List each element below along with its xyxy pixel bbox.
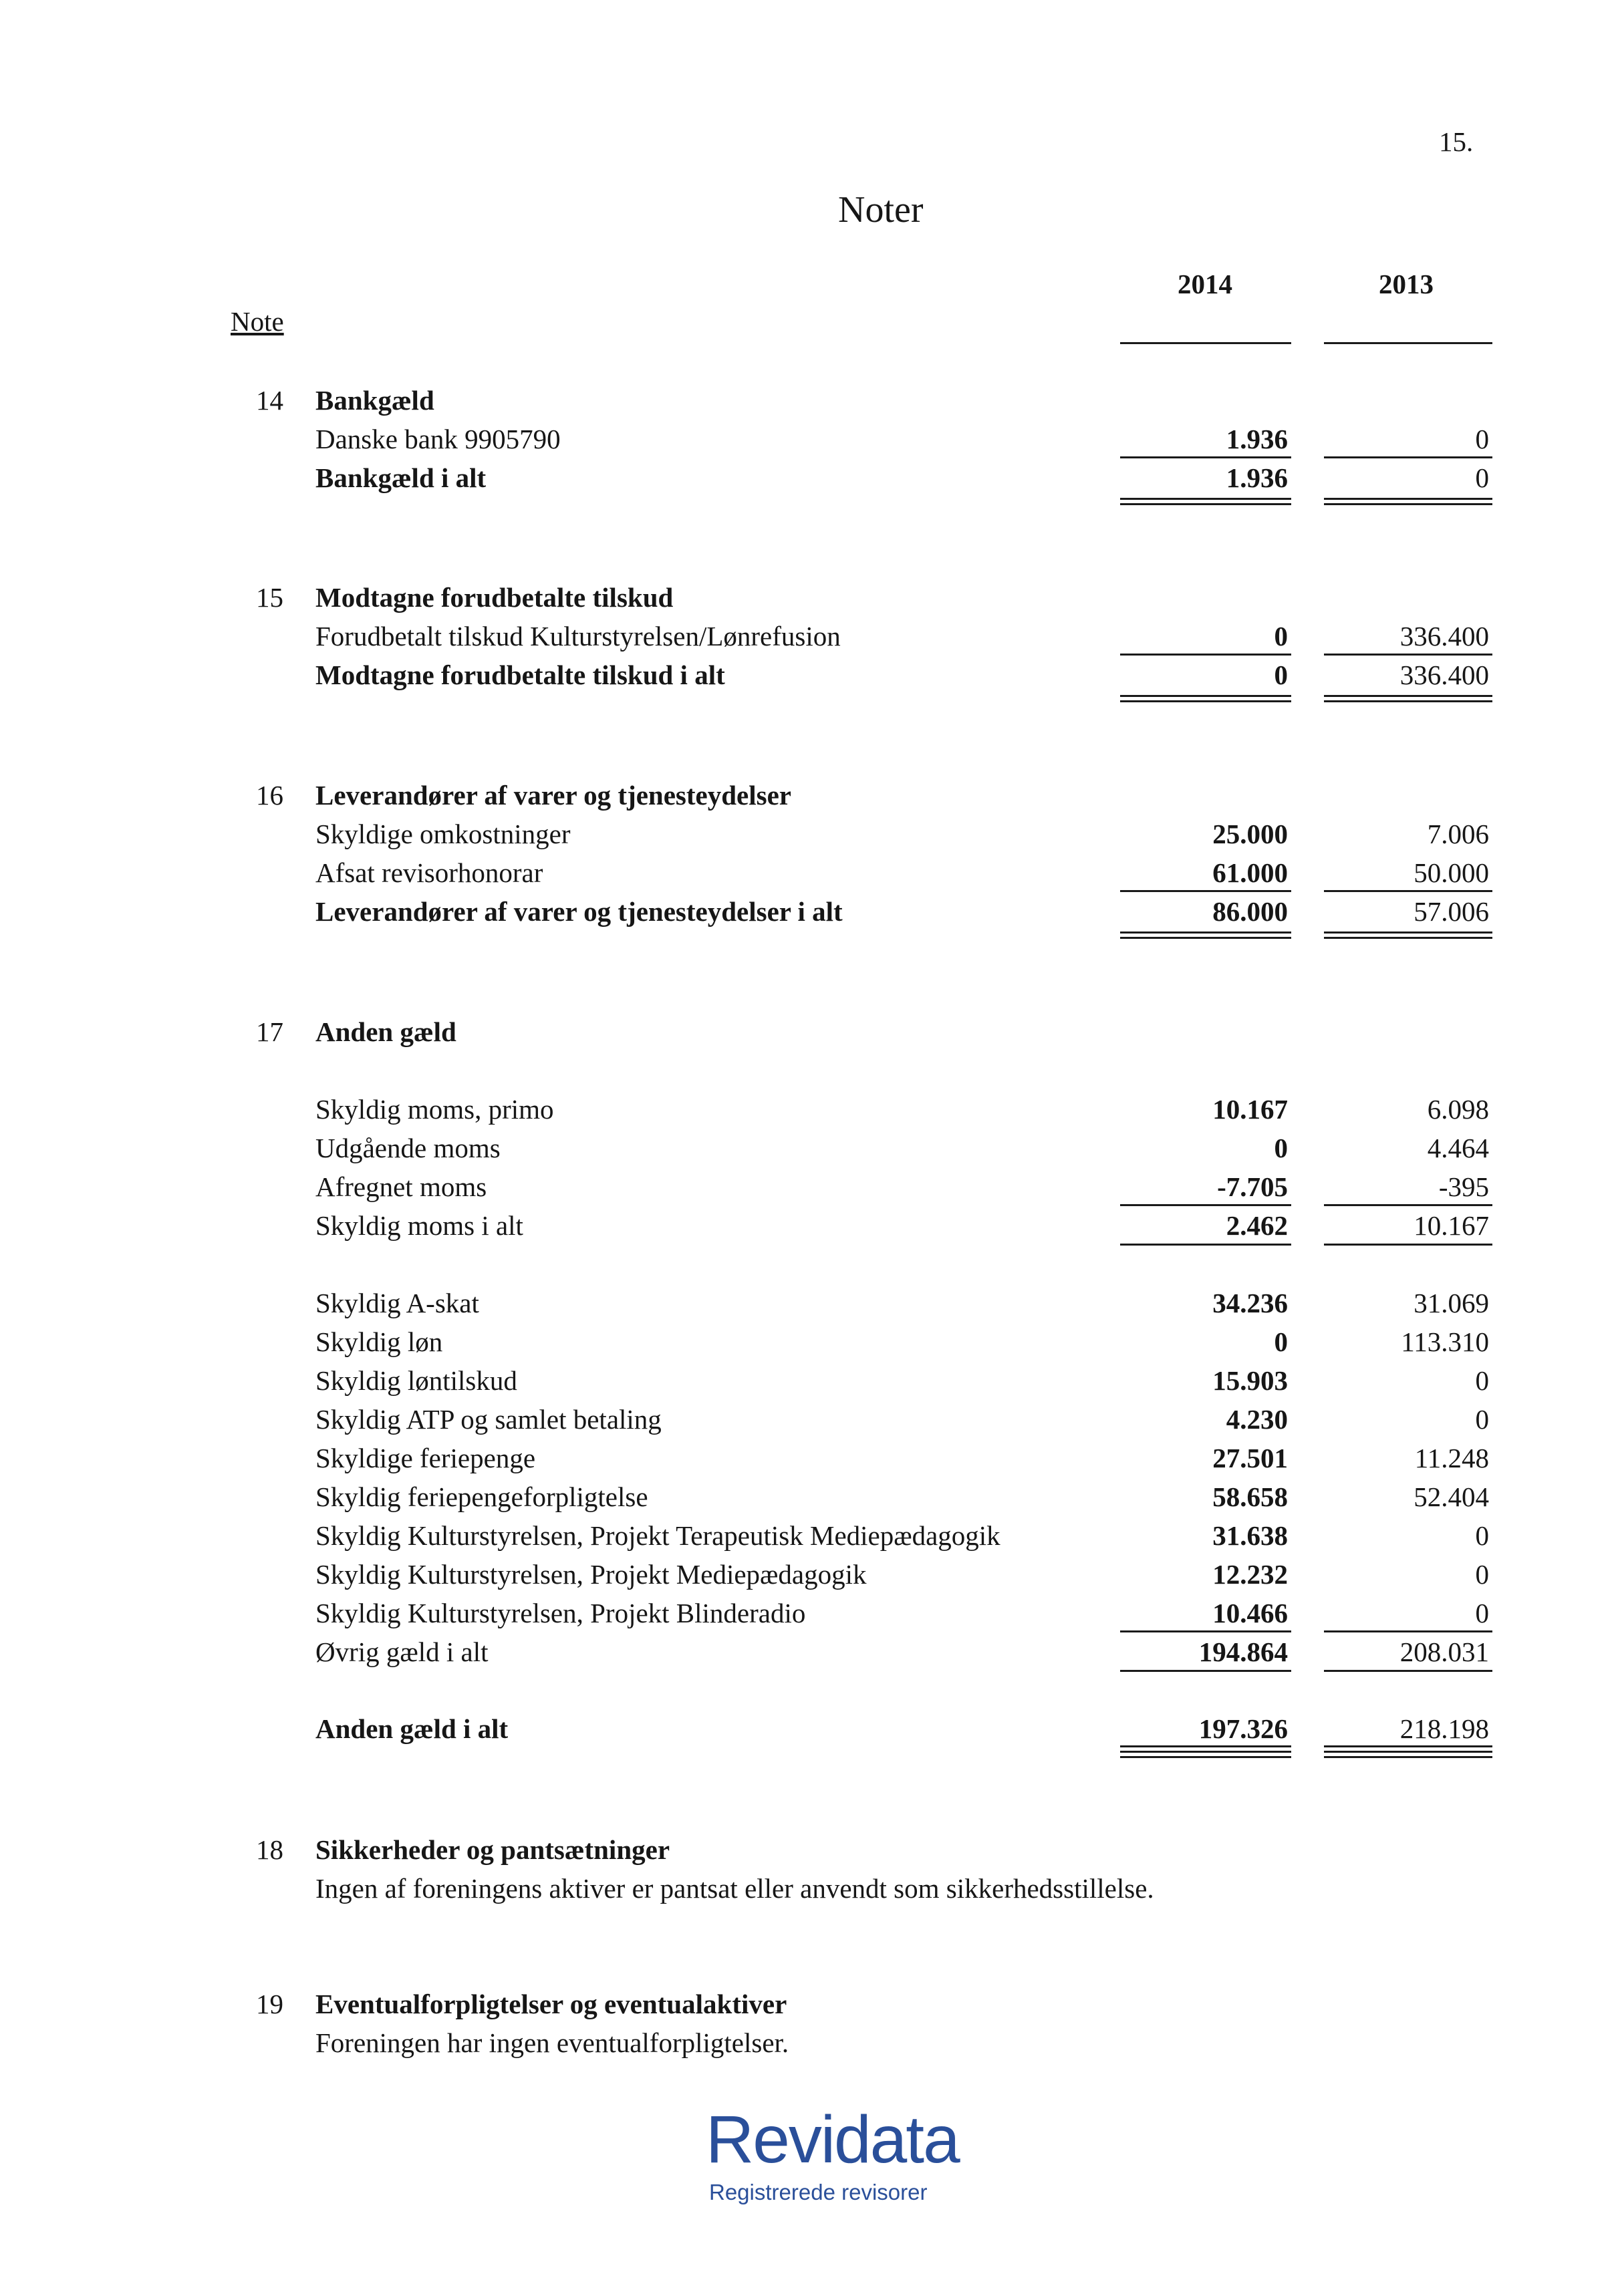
value-2013: 0	[1475, 424, 1489, 454]
value-2013: 4.464	[1427, 1133, 1489, 1163]
note-number: 18	[256, 1834, 283, 1865]
value-2014: 61.000	[1212, 857, 1288, 888]
subtotal-rule	[1120, 1630, 1291, 1632]
value-2013: 0	[1475, 1520, 1489, 1551]
value-2014: 25.000	[1212, 819, 1288, 849]
value-2013: 52.404	[1414, 1481, 1489, 1512]
value-2013: 31.069	[1414, 1288, 1489, 1318]
row-label: Skyldige omkostninger	[315, 819, 571, 849]
total-2014: 1.936	[1226, 462, 1288, 493]
header-rule-2013	[1324, 342, 1492, 344]
value-2014: 10.466	[1212, 1598, 1288, 1628]
total-label: Leverandører af varer og tjenesteydelser i alt	[315, 896, 843, 927]
double-rule	[1324, 937, 1492, 939]
value-2014: 1.936	[1226, 424, 1288, 454]
row-label: Danske bank 9905790	[315, 424, 561, 454]
double-rule	[1120, 931, 1291, 934]
value-2013: 113.310	[1401, 1326, 1489, 1357]
row-label: Skyldig ATP og samlet betaling	[315, 1404, 662, 1435]
note-number: 17	[256, 1016, 283, 1047]
note-heading: Leverandører af varer og tjenesteydelser	[315, 780, 791, 811]
note-text: Foreningen har ingen eventualforpligtelser.	[315, 2027, 789, 2058]
subtotal-rule	[1324, 456, 1492, 458]
row-label: Udgående moms	[315, 1133, 501, 1163]
note-number: 14	[256, 385, 283, 416]
row-label: Forudbetalt tilskud Kulturstyrelsen/Lønrefusion	[315, 621, 841, 652]
value-2014: 4.230	[1226, 1404, 1288, 1435]
double-rule	[1120, 700, 1291, 702]
row-label: Afsat revisorhonorar	[315, 857, 543, 888]
value-2014: 0	[1274, 1326, 1288, 1357]
subtotal-rule	[1324, 890, 1492, 892]
value-2013: 6.098	[1427, 1094, 1489, 1125]
total-label: Bankgæld i alt	[315, 462, 487, 493]
row-label: Skyldig feriepengeforpligtelse	[315, 1481, 648, 1512]
double-rule	[1120, 1756, 1291, 1758]
value-2013: 0	[1475, 1404, 1489, 1435]
double-rule	[1120, 1751, 1291, 1753]
row-label: Skyldig Kulturstyrelsen, Projekt Mediepædagogik	[315, 1559, 867, 1590]
subtotal-underline	[1120, 1670, 1291, 1672]
logo-wordmark: Revidata	[706, 2102, 959, 2177]
value-2014: 31.638	[1212, 1520, 1288, 1551]
value-2014: -7.705	[1217, 1171, 1288, 1202]
subtotal-2014: 194.864	[1198, 1636, 1288, 1667]
subtotal-2013: 10.167	[1414, 1210, 1489, 1241]
note-heading: Bankgæld	[315, 385, 434, 416]
value-2014: 34.236	[1212, 1288, 1288, 1318]
row-label: Skyldig løn	[315, 1326, 443, 1357]
note-number: 15	[256, 582, 283, 613]
total-2014: 86.000	[1212, 896, 1288, 927]
subtotal-underline	[1120, 1244, 1291, 1246]
logo-tagline: Registrerede revisorer	[709, 2180, 928, 2204]
page-title: Noter	[838, 189, 924, 231]
double-rule	[1120, 503, 1291, 505]
subtotal-rule	[1120, 654, 1291, 656]
double-rule	[1324, 1756, 1492, 1758]
subtotal-underline	[1324, 1244, 1492, 1246]
value-2014: 27.501	[1212, 1443, 1288, 1473]
value-2013: 7.006	[1427, 819, 1489, 849]
total-top-rule	[1324, 1745, 1492, 1747]
note-text: Ingen af foreningens aktiver er pantsat eller anvendt som sikkerhedsstillelse.	[315, 1873, 1154, 1904]
note-column-header: Note	[231, 306, 284, 337]
total-label: Anden gæld i alt	[315, 1713, 509, 1744]
total-2013: 57.006	[1414, 896, 1489, 927]
note-number: 19	[256, 1989, 283, 2019]
note-number: 16	[256, 780, 283, 811]
row-label: Skyldige feriepenge	[315, 1443, 536, 1473]
double-rule	[1324, 695, 1492, 697]
total-2013: 218.198	[1399, 1713, 1489, 1744]
double-rule	[1120, 498, 1291, 500]
row-label: Skyldig moms, primo	[315, 1094, 554, 1125]
double-rule	[1324, 1751, 1492, 1753]
subtotal-underline	[1324, 1670, 1492, 1672]
value-2013: 336.400	[1399, 621, 1489, 652]
total-2014: 0	[1274, 660, 1288, 690]
value-2014: 12.232	[1212, 1559, 1288, 1590]
total-2013: 336.400	[1399, 660, 1489, 690]
subtotal-2013: 208.031	[1399, 1636, 1489, 1667]
row-label: Skyldig A-skat	[315, 1288, 479, 1318]
value-2014: 10.167	[1212, 1094, 1288, 1125]
subtotal-label: Skyldig moms i alt	[315, 1210, 523, 1241]
subtotal-rule	[1324, 1630, 1492, 1632]
double-rule	[1324, 931, 1492, 934]
note-heading: Eventualforpligtelser og eventualaktiver	[315, 1989, 787, 2019]
total-label: Modtagne forudbetalte tilskud i alt	[315, 660, 725, 690]
subtotal-2014: 2.462	[1226, 1210, 1288, 1241]
value-2014: 0	[1274, 1133, 1288, 1163]
value-2013: -395	[1438, 1171, 1489, 1202]
value-2013: 50.000	[1414, 857, 1489, 888]
page-number: 15.	[1439, 126, 1474, 157]
row-label: Skyldig Kulturstyrelsen, Projekt Terapeutisk Mediepædagogik	[315, 1520, 1000, 1551]
value-2013: 0	[1475, 1559, 1489, 1590]
double-rule	[1120, 695, 1291, 697]
value-2014: 58.658	[1212, 1481, 1288, 1512]
value-2014: 15.903	[1212, 1365, 1288, 1396]
subtotal-rule	[1120, 456, 1291, 458]
value-2013: 0	[1475, 1598, 1489, 1628]
row-label: Skyldig Kulturstyrelsen, Projekt Blinderadio	[315, 1598, 806, 1628]
double-rule	[1120, 937, 1291, 939]
note-heading: Sikkerheder og pantsætninger	[315, 1834, 670, 1865]
double-rule	[1324, 700, 1492, 702]
subtotal-label: Øvrig gæld i alt	[315, 1636, 489, 1667]
year-2014-header: 2014	[1178, 269, 1232, 299]
subtotal-rule	[1324, 654, 1492, 656]
double-rule	[1324, 503, 1492, 505]
value-2013: 0	[1475, 1365, 1489, 1396]
note-heading: Modtagne forudbetalte tilskud	[315, 582, 674, 613]
row-label: Skyldig løntilskud	[315, 1365, 517, 1396]
total-2014: 197.326	[1198, 1713, 1288, 1744]
subtotal-rule	[1120, 890, 1291, 892]
header-rule-2014	[1120, 342, 1291, 344]
double-rule	[1324, 498, 1492, 500]
total-top-rule	[1120, 1745, 1291, 1747]
year-2013-header: 2013	[1379, 269, 1434, 299]
note-heading: Anden gæld	[315, 1016, 456, 1047]
total-2013: 0	[1475, 462, 1489, 493]
subtotal-rule	[1120, 1204, 1291, 1206]
subtotal-rule	[1324, 1204, 1492, 1206]
value-2013: 11.248	[1414, 1443, 1489, 1473]
row-label: Afregnet moms	[315, 1171, 487, 1202]
value-2014: 0	[1274, 621, 1288, 652]
